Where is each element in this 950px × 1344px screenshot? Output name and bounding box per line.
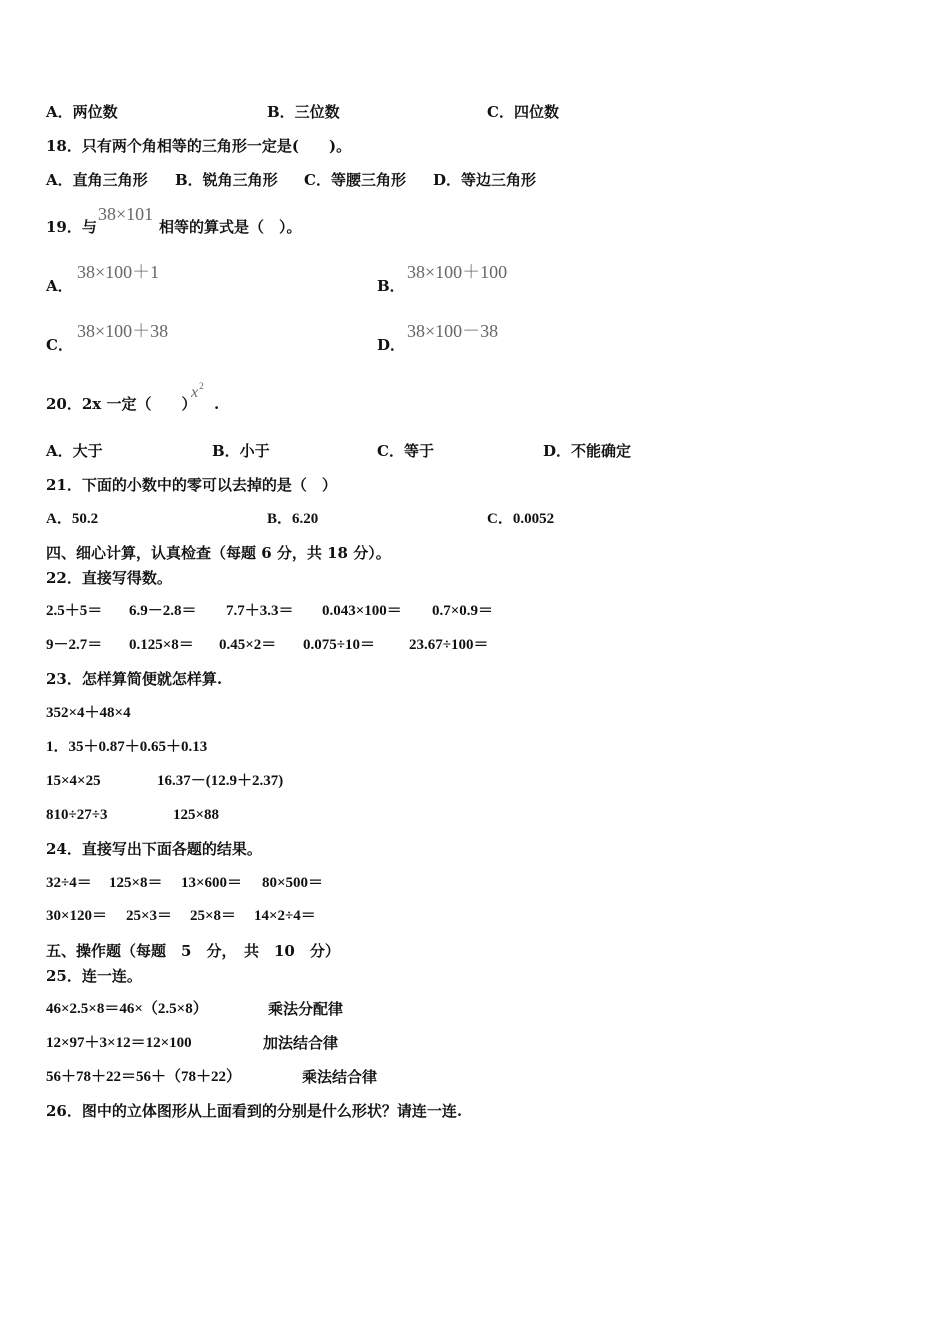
q17-option-c: C．四位数 [487,103,559,121]
q22-item: 0.7×0.9＝ [432,603,494,619]
q22-item: 0.075÷10＝ [303,637,375,653]
q21-option-c: C．0.0052 [487,511,555,527]
q22-item: 0.45×2＝ [219,637,277,653]
q17-option-b: B．三位数 [267,103,340,121]
q24-item: 14×2÷4＝ [254,908,316,924]
q24-item: 125×8＝ [109,875,163,891]
q20-exponent: 2 [199,381,204,391]
q19-option-d-label: D． [377,336,406,354]
q19-option-d-formula: 38×100－38 [407,321,499,341]
q23-expression: 810÷27÷3 [46,807,108,823]
q25-equation: 12×97＋3×12＝12×100 [46,1035,192,1051]
section-4-title: 四、细心计算，认真检查（每题 6 分，共 18 分）。 [46,544,391,562]
q18-option-b: B．锐角三角形 [175,171,278,189]
q20-stem-end: . [214,395,220,413]
q19-option-a-label: A． [46,277,73,295]
q23-expression: 16.37－(12.9＋2.37) [157,773,284,789]
q25-law: 加法结合律 [263,1034,339,1052]
q23-stem: 23．怎样算简便就怎样算. [46,670,223,688]
q22-item: 0.043×100＝ [322,603,402,619]
q24-item: 13×600＝ [181,875,243,891]
q18-option-a: A．直角三角形 [46,171,148,189]
q23-expression: 125×88 [173,807,220,823]
q25-law: 乘法结合律 [302,1068,378,1086]
q22-item: 7.7＋3.3＝ [226,603,294,619]
section-5-title: 五、操作题（每题 5 分， 共 10 分） [46,942,340,960]
q24-item: 30×120＝ [46,908,108,924]
q19-option-c-formula: 38×100＋38 [77,321,169,341]
q19-option-b-label: B． [377,277,405,295]
q22-item: 0.125×8＝ [129,637,194,653]
q20-option-b: B．小于 [212,442,270,460]
q21-stem: 21．下面的小数中的零可以去掉的是（ ） [46,476,337,494]
q22-item: 23.67÷100＝ [409,637,489,653]
q20-stem: 20．2x 一定（ ） [46,395,197,413]
q20-option-c: C．等于 [377,442,434,460]
q18-option-d: D．等边三角形 [433,171,537,189]
q25-stem: 25．连一连。 [46,967,142,985]
q24-item: 80×500＝ [262,875,324,891]
q24-stem: 24．直接写出下面各题的结果。 [46,840,262,858]
q19-option-c-label: C． [46,336,73,354]
q24-item: 25×8＝ [190,908,237,924]
q17-option-a: A．两位数 [46,103,118,121]
q21-option-a: A．50.2 [46,511,99,527]
q22-stem: 22．直接写得数。 [46,569,172,587]
q19-stem-end: 相等的算式是（ ）。 [159,218,302,236]
q22-item: 9－2.7＝ [46,637,103,653]
q24-item: 32÷4＝ [46,875,92,891]
q20-base: x [191,384,199,401]
q19-option-b-formula: 38×100＋100 [407,262,508,282]
q23-expression: 352×4＋48×4 [46,705,131,721]
q21-option-b: B．6.20 [267,511,319,527]
q19-option-a-formula: 38×100＋1 [77,262,160,282]
q25-equation: 56＋78＋22＝56＋（78＋22） [46,1069,242,1085]
q18-option-c: C．等腰三角形 [304,171,406,189]
q26-stem: 26．图中的立体图形从上面看到的分别是什么形状？请连一连. [46,1102,463,1120]
q25-law: 乘法分配律 [268,1000,344,1018]
q22-item: 2.5＋5＝ [46,603,103,619]
q20-option-a: A．大于 [46,442,103,460]
q19-formula: 38×101 [98,204,154,224]
q19-stem-start: 19．与 [46,218,97,236]
q24-item: 25×3＝ [126,908,173,924]
q20-option-d: D．不能确定 [543,442,632,460]
q20-x-squared [191,381,204,402]
q25-equation: 46×2.5×8＝46×（2.5×8） [46,1001,208,1017]
q22-item: 6.9－2.8＝ [129,603,197,619]
q23-expression: 15×4×25 [46,773,101,789]
q18-stem: 18．只有两个角相等的三角形一定是( )。 [46,137,352,155]
q23-expression: 1．35＋0.87＋0.65＋0.13 [46,739,208,755]
